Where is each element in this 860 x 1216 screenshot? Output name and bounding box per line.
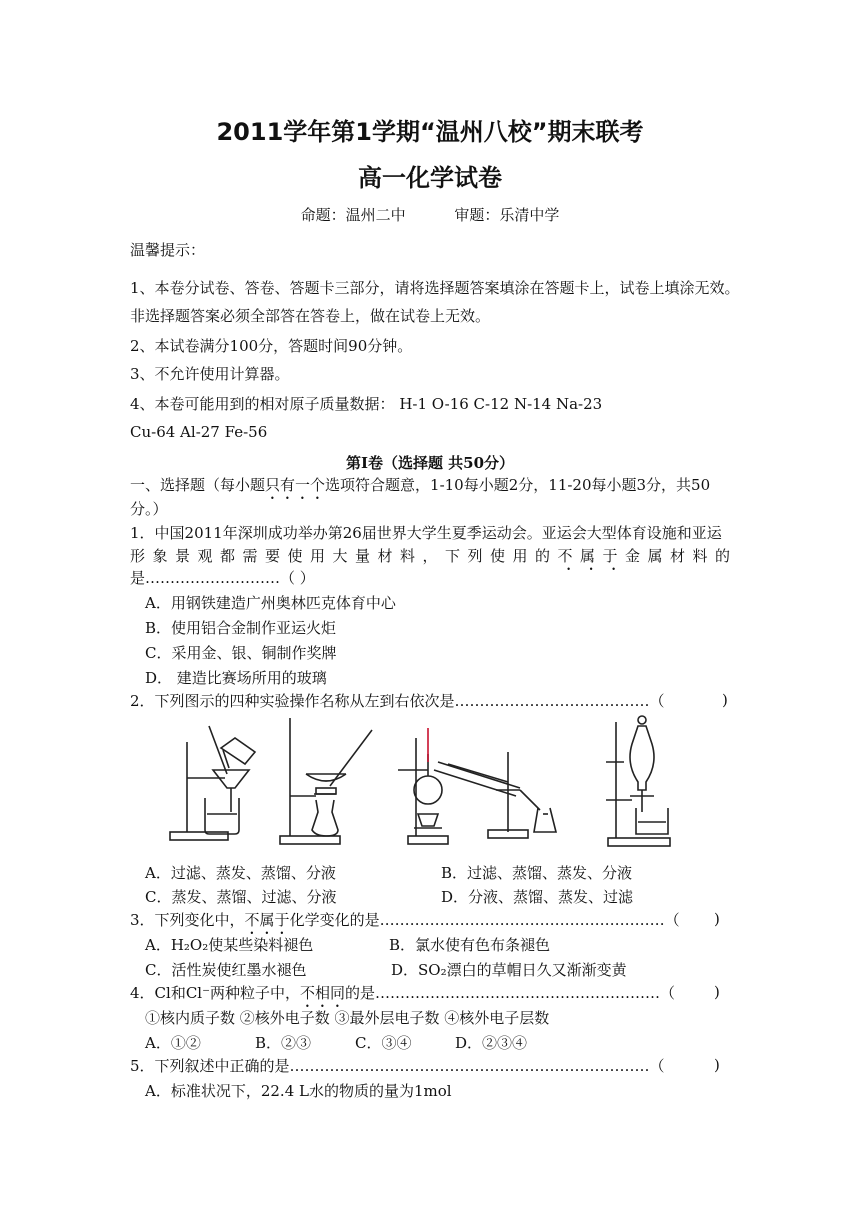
separatory-funnel-figure — [602, 712, 682, 848]
q4-option-d: D．②③④ — [455, 1034, 528, 1052]
q5-stem: 5．下列叙述中正确的是………………………………………………………………（ — [130, 1057, 665, 1075]
q3-emphasis: 不属于 — [244, 911, 290, 929]
reviewer: 审题：乐清中学 — [454, 206, 560, 224]
q4-items: ①核内质子数 ②核外电子数 ③最外层电子数 ④核外电子层数 — [145, 1009, 550, 1027]
q1-stem-2a: 形象景观都需要使用大量材料，下列使用的 — [130, 547, 558, 565]
q2-option-c: C．蒸发、蒸馏、过滤、分液 — [145, 888, 337, 906]
notice-item-4: 4、本卷可能用到的相对原子质量数据： H-1 O-16 C-12 N-14 Na-23 — [130, 395, 603, 413]
q5-option-a: A．标准状况下，22.4 L水的物质的量为1mol — [145, 1082, 452, 1100]
q3-option-d: D．SO₂漂白的草帽日久又渐渐变黄 — [391, 961, 627, 979]
q3-option-c: C．活性炭使红墨水褪色 — [145, 961, 307, 979]
q1-option-a: A．用钢铁建造广州奥林匹克体育中心 — [145, 594, 396, 612]
section-intro-emphasis: 只有一个 — [265, 476, 326, 494]
q3-stem-b: 化学变化的是…………………………………………………（ — [289, 911, 680, 929]
q1-emphasis: 不属于 — [557, 547, 625, 565]
notice-item-2: 2、本试卷满分100分，答题时间90分钟。 — [130, 337, 413, 355]
exam-authors — [0, 204, 860, 225]
filtration-apparatus-figure — [165, 722, 275, 848]
section-heading: 第Ⅰ卷（选择题 共50分） — [345, 454, 515, 472]
q4-emphasis: 不相同 — [300, 984, 346, 1002]
q2-close-paren: ) — [722, 691, 728, 709]
q1-option-d: D． 建造比赛场所用的玻璃 — [145, 669, 327, 687]
q1-option-b: B．使用铝合金制作亚运火炬 — [145, 619, 337, 637]
q3-option-a: A．H₂O₂使某些染料褪色 — [145, 936, 314, 954]
notice-item-1: 1、本卷分试卷、答卷、答题卡三部分，请将选择题答案填涂在答题卡上，试卷上填涂无效。 — [130, 279, 740, 297]
notice-item-4b: Cu-64 Al-27 Fe-56 — [130, 423, 268, 441]
q4-option-a: A．①② — [145, 1034, 201, 1052]
q3-stem-a: 3．下列变化中， — [130, 911, 245, 929]
q2-option-a: A．过滤、蒸发、蒸馏、分液 — [145, 864, 336, 882]
q4-stem-a: 4．Cl和Cl⁻两种粒子中， — [130, 984, 301, 1002]
proposer: 命题：温州二中 — [300, 206, 406, 224]
q1-stem-1: 1．中国2011年深圳成功举办第26届世界大学生夏季运动会。亚运会大型体育设施和亚运 — [130, 524, 722, 542]
q1-stem-2b: 金属材料的 — [624, 547, 730, 565]
q4-option-b: B．②③ — [255, 1034, 312, 1052]
q2-option-b: B．过滤、蒸馏、蒸发、分液 — [441, 864, 633, 882]
notice-item-1b: 非选择题答案必须全部答在答卷上，做在试卷上无效。 — [130, 307, 491, 325]
q1-option-c: C．采用金、银、铜制作奖牌 — [145, 644, 337, 662]
exam-title: 2011学年第1学期“温州八校”期末联考 — [216, 118, 644, 146]
distillation-apparatus-figure — [388, 718, 588, 848]
exam-subtitle: 高一化学试卷 — [358, 164, 502, 192]
q2-stem: 2．下列图示的四种实验操作名称从左到右依次是…………………………………（ — [130, 692, 665, 710]
q3-option-b: B．氯水使有色布条褪色 — [389, 936, 551, 954]
notice-item-3: 3、不允许使用计算器。 — [130, 365, 290, 383]
q1-stem-3: 是………………………（ ） — [130, 569, 315, 587]
section-intro-text-b: 选项符合题意，1-10每小题2分，11-20每小题3分，共50 — [325, 476, 711, 494]
q4-stem-b: 的是…………………………………………………（ — [345, 984, 676, 1002]
q4-stem — [130, 983, 675, 1011]
q4-option-c: C．③④ — [355, 1034, 412, 1052]
section-intro-end: 分。） — [130, 500, 168, 518]
q2-option-d: D．分液、蒸馏、蒸发、过滤 — [441, 888, 634, 906]
section-intro-text-a: 一、选择题（每小题 — [130, 476, 266, 494]
notice-heading: 温馨提示： — [130, 241, 206, 259]
q3-close-paren: ) — [714, 910, 720, 928]
evaporation-apparatus-figure — [276, 718, 386, 848]
q4-close-paren: ) — [714, 983, 720, 1001]
section-intro — [130, 475, 710, 503]
q5-close-paren: ) — [714, 1056, 720, 1074]
